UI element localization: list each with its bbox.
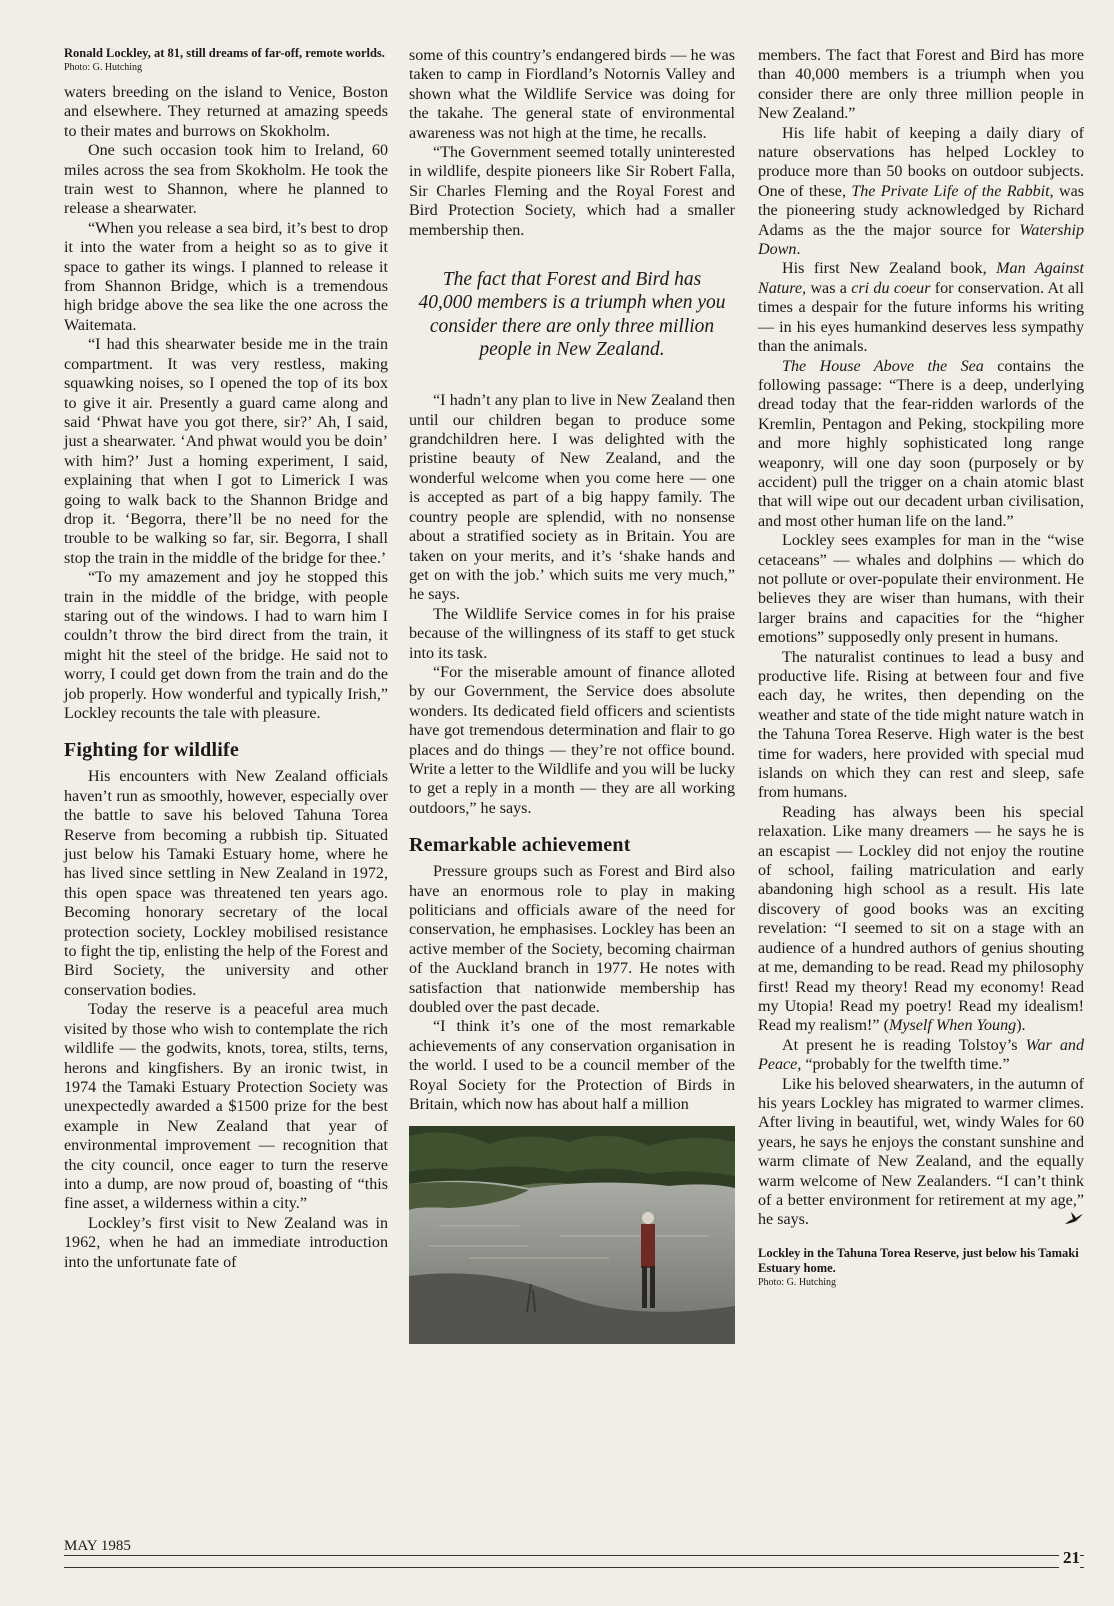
paragraph	[758, 803, 1084, 1036]
foreign-phrase: cri du coeur	[851, 279, 931, 297]
text-span: Reading has always been his special relaxation. Like many dreamers — he says he is an escapist — Lockley did not enjoy the routine of school, failing matriculation and early abandoning high school as a result. His late discovery of good books was an exciting revelation: “I seemed to sit on a stage with an audience of a hundred authors of genius shouting at me, demanding to be read. Read my philosophy first! Read my theory! Read my economy! Read my Utopia! Read my poetry! Read my idealism! Read my realism!” (	[758, 803, 1084, 1035]
paragraph: “I had this shearwater beside me in the train compartment. It was very restless, making squawking noises, so I opened the top of its box to give it air. Presently a guard came along and said ‘Phwat have you got there, sir?’ Ah, I said, just a shearwater. ‘And phwat would you be doin’ with him?’ Just a homing experiment, I said, explaining that when I got to Limerick I was going to walk back to the Shannon Bridge and drop it. ‘Begorra, there’ll be no need for the trouble to be walking so far, sir. Begorra, I shall stop the train in the middle of the bridge for thee.’	[64, 336, 388, 567]
paragraph	[758, 357, 1084, 532]
text-span: for conservation. At all times a despair for the future informs his writing — in his eyes humankind deserves less sympathy than the animals.	[758, 279, 1085, 356]
book-title: Man Against Nature	[758, 260, 1084, 297]
book-title: The Private Life of the Rabbit	[851, 182, 1050, 200]
book-title: The House Above the Sea	[782, 357, 984, 375]
text-span: , was a	[802, 279, 852, 297]
column-2	[409, 46, 735, 1344]
photo-caption-bottom: Lockley in the Tahuna Torea Reserve, just below his Tamaki Estuary home.	[758, 1245, 1079, 1275]
bird-end-mark-icon	[1040, 1210, 1084, 1231]
paragraph: The Wildlife Service comes in for his praise because of the willingness of its staff to get stuck into its task.	[409, 605, 735, 662]
book-title: War and Peace	[758, 1036, 1084, 1074]
paragraph: “To my amazement and joy he stopped this train in the middle of the bridge, with people staring out of the windows. I had to warn him I couldn’t throw the bird direct from the train, it might hit the steel of the bridge. He said not to worry, I could get down from the train and do the job properly. How wonderful and typically Irish,” Lockley recounts the tale with pleasure.	[64, 569, 388, 722]
paragraph: His encounters with New Zealand officials haven’t run as smoothly, however, especially over the battle to save his beloved Tahuna Torea Reserve from becoming a rubbish tip. Situated just below his Tamaki Estuary home, where he has lived since settling in New Zealand in 1972, this open space was threatened ten years ago. Becoming honorary secretary of the local protection society, Lockley mobilised resistance to fight the tip, enlisting the help of the Forest and Bird Society, the university and other conservation bodies.	[64, 768, 388, 999]
text-span: His first New Zealand book,	[782, 260, 997, 278]
paragraph: members. The fact that Forest and Bird has more than 40,000 members is a triumph when you consider there are only three million people in New Zealand.”	[758, 47, 1084, 123]
paragraph	[758, 1036, 1084, 1075]
paragraph: “For the miserable amount of finance alloted by our Government, the Service does absolute wonders. Its dedicated field officers and scientists have got tremendous determination and flair to go places and do things — they’re not office bound. Write a letter to the Wildlife and you will be lucky to get a reply in a month — they are all working outdoors,” he says.	[409, 663, 735, 817]
footer-rule-top	[64, 1555, 1084, 1556]
issue-date: MAY 1985	[64, 1538, 135, 1555]
photo-credit-bottom: Photo: G. Hutching	[758, 1276, 837, 1288]
book-title: Watership Down	[758, 221, 1084, 259]
text-span: ).	[1016, 1017, 1026, 1035]
page-number: 21	[1059, 1548, 1080, 1568]
pull-quote: The fact that Forest and Bird has 40,000 members is a triumph when you consider there are only three million people in New Zealand.	[418, 269, 726, 360]
paragraph: some of this country’s endangered birds — he was taken to camp in Fiordland’s Notornis Valley and shown what the Wildlife Service was doing for the takahe. The general state of environmental awareness was not high at the time, he recalls.	[409, 47, 735, 142]
paragraph	[758, 1075, 1084, 1230]
page-footer	[64, 1538, 1084, 1570]
photo-caption-top: Ronald Lockley, at 81, still dreams of far-off, remote worlds.	[64, 46, 385, 60]
paragraph: One such occasion took him to Ireland, 60 miles across the sea from Skokholm. He took the train west to Shannon, where he planned to release a shearwater.	[64, 142, 388, 218]
text-span: .	[796, 241, 801, 259]
column-1	[64, 46, 388, 1272]
paragraph: Lockley’s first visit to New Zealand was in 1962, when he had an immediate introduction into the unfortunate fate of	[64, 1214, 388, 1271]
photo-credit-top: Photo: G. Hutching	[64, 62, 143, 73]
book-title: Myself When Young	[888, 1017, 1017, 1035]
section-heading-remarkable: Remarkable achievement	[409, 834, 631, 857]
paragraph	[758, 124, 1084, 260]
section-heading-fighting: Fighting for wildlife	[64, 739, 239, 762]
reserve-photo	[409, 1126, 735, 1344]
text-span: Like his beloved shearwaters, in the autumn of his years Lockley has migrated to warmer climes. After living in beautiful, wet, windy Wales for 60 years, he says he enjoys the constant sunshine and warm climate of New Zealand, and the equally warm welcome of New Zealanders. “I can’t think of a better environment for retirement at my age,” he says.	[758, 1075, 1084, 1229]
text-span: At present he is reading Tolstoy’s	[782, 1036, 1026, 1054]
text-span: , “probably for the twelfth time.”	[797, 1056, 1010, 1074]
paragraph: Lockley sees examples for man in the “wise cetaceans” — whales and dolphins — which do not pollute or over-populate their environment. He believes they are wiser than humans, with their larger brains and capacities for the “higher emotions” supposedly only present in humans.	[758, 532, 1084, 647]
column-3	[758, 46, 1084, 1298]
paragraph: “When you release a sea bird, it’s best to drop it into the water from a height so as to give it space to gather its wings. I planned to release it from Shannon Bridge, which is a tremendous high bridge above the sea like the one across the Waitemata.	[64, 219, 388, 334]
paragraph: “The Government seemed totally uninterested in wildlife, despite pioneers like Sir Robert Falla, Sir Charles Fleming and the Royal Forest and Bird Protection Society, which had a smaller membership then.	[409, 144, 735, 239]
text-span: , was the pioneering study acknowledged by Richard Adams as the the major source for	[758, 182, 1084, 239]
paragraph: “I think it’s one of the most remarkable achievements of any conservation organisation in the world. I used to be a council member of the Royal Society for the Protection of Birds in Britain, which now has about half a million	[409, 1018, 735, 1114]
paragraph: “I hadn’t any plan to live in New Zealand then until our children began to produce some grandchildren here. I was delighted with the pristine beauty of New Zealand, and the wonderful welcome when you come here — one is accepted as part of a big happy family. The country people are splendid, with no nonsense about a stratified society as in Britain. You are taken on your merits, and it’s ‘shake hands and get on with the job.’ which suits me very much,” he says.	[409, 392, 735, 604]
paragraph: waters breeding on the island to Venice, Boston and elsewhere. They returned at amazing speeds to their mates and burrows on Skokholm.	[64, 84, 388, 140]
paragraph: Pressure groups such as Forest and Bird also have an enormous role to play in making politicians and officials aware of the need for conservation, he emphasises. Lockley has been an active member of the Society, becoming chairman of the Auckland branch in 1977. He notes with satisfaction that nationwide membership has doubled over the past decade.	[409, 863, 735, 1017]
reserve-photo-image	[409, 1126, 735, 1344]
footer-rule-bottom	[64, 1567, 1084, 1568]
text-span: His life habit of keeping a daily diary of nature observations has helped Lockley to produce more than 50 books on outdoor subjects. One of these,	[758, 124, 1084, 200]
paragraph	[758, 259, 1084, 356]
paragraph: The naturalist continues to lead a busy and productive life. Rising at between four and five each day, he writes, then depending on the weather and state of the tide might nature watch in the Tahuna Torea Reserve. High water is the best time for waders, here provided with special mud islands on which they can rest and sleep, safe from humans.	[758, 648, 1084, 802]
paragraph: Today the reserve is a peaceful area much visited by those who wish to contemplate the rich wildlife — the godwits, knots, torea, stilts, terns, herons and kingfishers. By an ironic twist, in 1974 the Tamaki Estuary Protection Society was unexpectedly awarded a $1500 prize for the best example in New Zealand that year of environmental improvement — recognition that the city council, once eager to turn the reserve into a dump, are now proud of, boasting of “this fine asset, a wilderness within a city.”	[64, 1001, 388, 1213]
text-span: contains the following passage: “There is a deep, underlying dread today that the fear-ridden warlords of the Kremlin, Pentagon and Peking, stockpiling more and more highly sophisticated long range weaponry, will one day soon (purposely or by accident) pull the trigger on a chain atomic blast that will wipe out our decadent urban civilisation, and most other human life on the land.”	[758, 357, 1084, 530]
